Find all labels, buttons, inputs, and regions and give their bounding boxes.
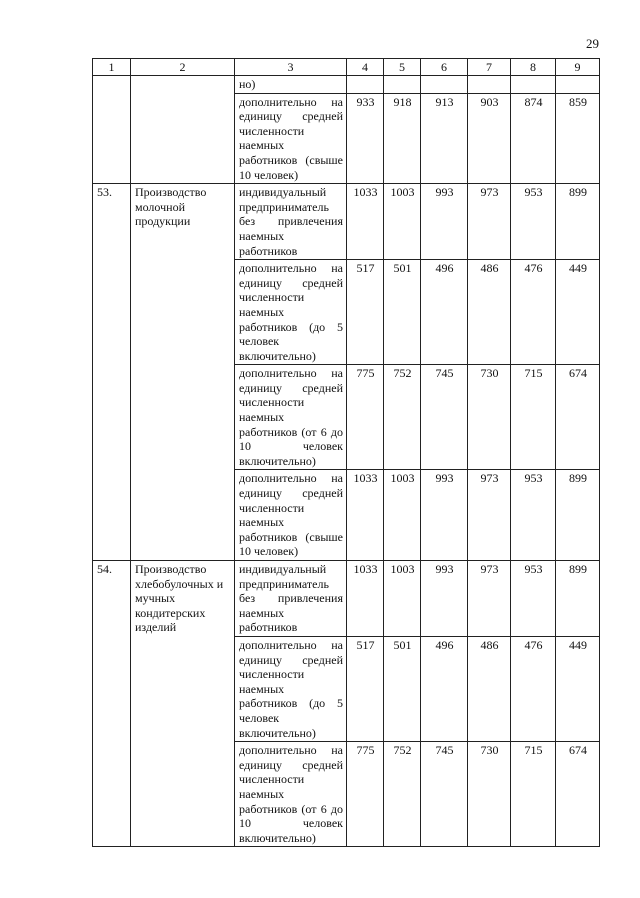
value-cell: 745 xyxy=(421,365,468,470)
value-cell: 501 xyxy=(384,260,421,365)
table-row xyxy=(93,561,600,637)
value-cell: 899 xyxy=(556,470,600,561)
value-cell: 1033 xyxy=(347,561,384,637)
activity-name-cell xyxy=(131,76,235,184)
value-cell: 903 xyxy=(468,93,511,184)
value-cell: 993 xyxy=(421,184,468,260)
value-cell xyxy=(511,76,556,94)
value-cell: 486 xyxy=(468,260,511,365)
value-cell: 496 xyxy=(421,260,468,365)
page-number: 29 xyxy=(586,36,599,51)
value-cell: 775 xyxy=(347,365,384,470)
table-row xyxy=(93,184,600,260)
rates-table xyxy=(92,58,600,847)
value-cell: 715 xyxy=(511,365,556,470)
column-header: 6 xyxy=(421,59,468,76)
value-cell: 1003 xyxy=(384,561,421,637)
value-cell: 501 xyxy=(384,636,421,741)
category-cell: индивидуальный предприниматель без привлечения наемных работников xyxy=(235,561,347,637)
column-header: 1 xyxy=(93,59,131,76)
value-cell: 486 xyxy=(468,636,511,741)
table-row xyxy=(93,76,600,94)
value-cell: 449 xyxy=(556,636,600,741)
value-cell: 918 xyxy=(384,93,421,184)
value-cell: 953 xyxy=(511,470,556,561)
value-cell: 1033 xyxy=(347,184,384,260)
activity-name-cell: Производство хлебобулочных и мучных кондитерских изделий xyxy=(131,561,235,847)
value-cell: 953 xyxy=(511,184,556,260)
value-cell: 859 xyxy=(556,93,600,184)
row-number-cell: 53. xyxy=(93,184,131,561)
column-header: 4 xyxy=(347,59,384,76)
value-cell: 674 xyxy=(556,365,600,470)
column-header: 3 xyxy=(235,59,347,76)
category-cell: дополнительно на единицу средней численности наемных работников (от 6 до 10 человек включительно) xyxy=(235,742,347,847)
category-cell: дополнительно на единицу средней численности наемных работников (свыше 10 человек) xyxy=(235,93,347,184)
row-number-cell xyxy=(93,76,131,184)
column-header: 2 xyxy=(131,59,235,76)
category-cell: но) xyxy=(235,76,347,94)
column-header: 8 xyxy=(511,59,556,76)
value-cell: 752 xyxy=(384,365,421,470)
value-cell: 476 xyxy=(511,260,556,365)
value-cell: 752 xyxy=(384,742,421,847)
value-cell xyxy=(347,76,384,94)
value-cell: 933 xyxy=(347,93,384,184)
value-cell xyxy=(421,76,468,94)
category-cell: дополнительно на единицу средней численности наемных работников (до 5 человек включительно) xyxy=(235,636,347,741)
value-cell: 973 xyxy=(468,184,511,260)
value-cell: 745 xyxy=(421,742,468,847)
value-cell: 993 xyxy=(421,561,468,637)
category-cell: дополнительно на единицу средней численности наемных работников (от 6 до 10 человек включительно) xyxy=(235,365,347,470)
value-cell: 899 xyxy=(556,561,600,637)
column-header: 9 xyxy=(556,59,600,76)
value-cell: 517 xyxy=(347,636,384,741)
value-cell: 973 xyxy=(468,561,511,637)
value-cell: 874 xyxy=(511,93,556,184)
category-cell: индивидуальный предприниматель без привлечения наемных работников xyxy=(235,184,347,260)
value-cell: 899 xyxy=(556,184,600,260)
value-cell: 449 xyxy=(556,260,600,365)
row-number-cell: 54. xyxy=(93,561,131,847)
value-cell: 1003 xyxy=(384,184,421,260)
value-cell: 993 xyxy=(421,470,468,561)
value-cell xyxy=(384,76,421,94)
value-cell: 953 xyxy=(511,561,556,637)
header-row xyxy=(93,59,600,76)
value-cell: 476 xyxy=(511,636,556,741)
category-cell: дополнительно на единицу средней численности наемных работников (свыше 10 человек) xyxy=(235,470,347,561)
value-cell: 775 xyxy=(347,742,384,847)
value-cell xyxy=(468,76,511,94)
value-cell xyxy=(556,76,600,94)
value-cell: 913 xyxy=(421,93,468,184)
value-cell: 674 xyxy=(556,742,600,847)
value-cell: 715 xyxy=(511,742,556,847)
value-cell: 973 xyxy=(468,470,511,561)
category-cell: дополнительно на единицу средней численности наемных работников (до 5 человек включительно) xyxy=(235,260,347,365)
column-header: 5 xyxy=(384,59,421,76)
value-cell: 730 xyxy=(468,365,511,470)
value-cell: 730 xyxy=(468,742,511,847)
value-cell: 1033 xyxy=(347,470,384,561)
column-header: 7 xyxy=(468,59,511,76)
activity-name-cell: Производство молочной продукции xyxy=(131,184,235,561)
value-cell: 496 xyxy=(421,636,468,741)
value-cell: 517 xyxy=(347,260,384,365)
value-cell: 1003 xyxy=(384,470,421,561)
